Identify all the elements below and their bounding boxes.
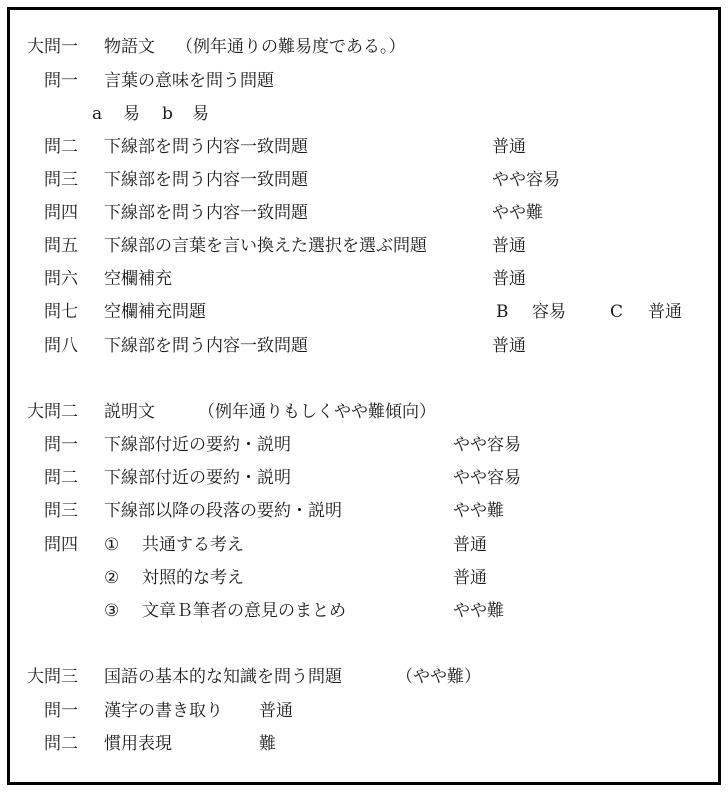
s1-q6-label: 問六 <box>44 269 78 289</box>
s1-q2-text: 下線部を問う内容一致問題 <box>104 137 308 157</box>
s1-q5-difficulty: 普通 <box>492 236 526 256</box>
s1-q8-difficulty: 普通 <box>492 336 526 356</box>
s3-q1-difficulty: 普通 <box>259 701 293 721</box>
s1-q8-label: 問八 <box>44 336 78 356</box>
s1-q3-text: 下線部を問う内容一致問題 <box>104 170 308 190</box>
s3-q1-label: 問一 <box>44 701 78 721</box>
s1-q1-text: 言葉の意味を問う問題 <box>104 71 274 91</box>
s1-q7-c-difficulty: 普通 <box>648 302 682 322</box>
s2-q2-label: 問二 <box>44 468 78 488</box>
s2-q4-item3-text: 文章Ｂ筆者の意見のまとめ <box>142 601 346 621</box>
s2-q4-item2-text: 対照的な考え <box>142 568 244 588</box>
s2-q4-item2-difficulty: 普通 <box>453 568 487 588</box>
s1-q6-difficulty: 普通 <box>492 269 526 289</box>
s1-q6-text: 空欄補充 <box>104 269 172 289</box>
s1-q2-difficulty: 普通 <box>492 137 526 157</box>
s1-q3-difficulty: やや容易 <box>492 170 560 190</box>
s2-q3-label: 問三 <box>44 501 78 521</box>
s1-q7-text: 空欄補充問題 <box>104 302 206 322</box>
s1-q4-difficulty: やや難 <box>492 203 543 223</box>
section1-heading: 大問一 <box>27 37 78 57</box>
s1-q4-label: 問四 <box>44 203 78 223</box>
s2-q2-text: 下線部付近の要約・説明 <box>104 468 291 488</box>
s3-q2-text: 慣用表現 <box>104 734 172 754</box>
section2-heading: 大問二 <box>27 402 78 422</box>
s1-q1-label: 問一 <box>44 71 78 91</box>
s1-q8-text: 下線部を問う内容一致問題 <box>104 336 308 356</box>
section3-heading: 大問三 <box>27 667 78 687</box>
s1-q7-b-difficulty: 容易 <box>532 302 566 322</box>
s1-q1-sub-a-difficulty: 易 <box>123 104 140 124</box>
s1-q5-label: 問五 <box>44 236 78 256</box>
s2-q4-item1-difficulty: 普通 <box>453 535 487 555</box>
s1-q5-text: 下線部の言葉を言い換えた選択を選ぶ問題 <box>104 236 427 256</box>
s3-q2-label: 問二 <box>44 734 78 754</box>
s2-q3-text: 下線部以降の段落の要約・説明 <box>104 501 342 521</box>
s2-q4-label: 問四 <box>44 535 78 555</box>
s2-q2-difficulty: やや容易 <box>453 468 521 488</box>
s1-q2-label: 問二 <box>44 137 78 157</box>
section1-title: 物語文 <box>104 37 155 57</box>
s2-q4-item1-text: 共通する考え <box>142 535 244 555</box>
section1-note: （例年通りの難易度である。） <box>176 37 406 57</box>
section2-note: （例年通りもしくやや難傾向） <box>198 402 436 422</box>
s2-q4-item3-difficulty: やや難 <box>453 601 504 621</box>
s2-q1-difficulty: やや容易 <box>453 435 521 455</box>
s2-q1-text: 下線部付近の要約・説明 <box>104 435 291 455</box>
s1-q1-sub-a: a <box>92 104 103 124</box>
s1-q7-c: C <box>610 302 624 322</box>
s1-q7-b: B <box>496 302 509 322</box>
s3-q1-text: 漢字の書き取り <box>104 701 223 721</box>
section2-title: 説明文 <box>104 402 155 422</box>
s1-q1-sub-b: b <box>162 104 173 124</box>
section3-note: （やや難） <box>396 667 481 687</box>
s1-q4-text: 下線部を問う内容一致問題 <box>104 203 308 223</box>
s3-q2-difficulty: 難 <box>259 734 276 754</box>
s1-q1-sub-b-difficulty: 易 <box>192 104 209 124</box>
s1-q3-label: 問三 <box>44 170 78 190</box>
section3-title: 国語の基本的な知識を問う問題 <box>104 667 342 687</box>
s2-q3-difficulty: やや難 <box>453 501 504 521</box>
s2-q4-item2-num: ② <box>104 568 120 588</box>
s2-q4-item1-num: ① <box>104 535 120 555</box>
s1-q7-label: 問七 <box>44 302 78 322</box>
s2-q4-item3-num: ③ <box>104 601 120 621</box>
s2-q1-label: 問一 <box>44 435 78 455</box>
